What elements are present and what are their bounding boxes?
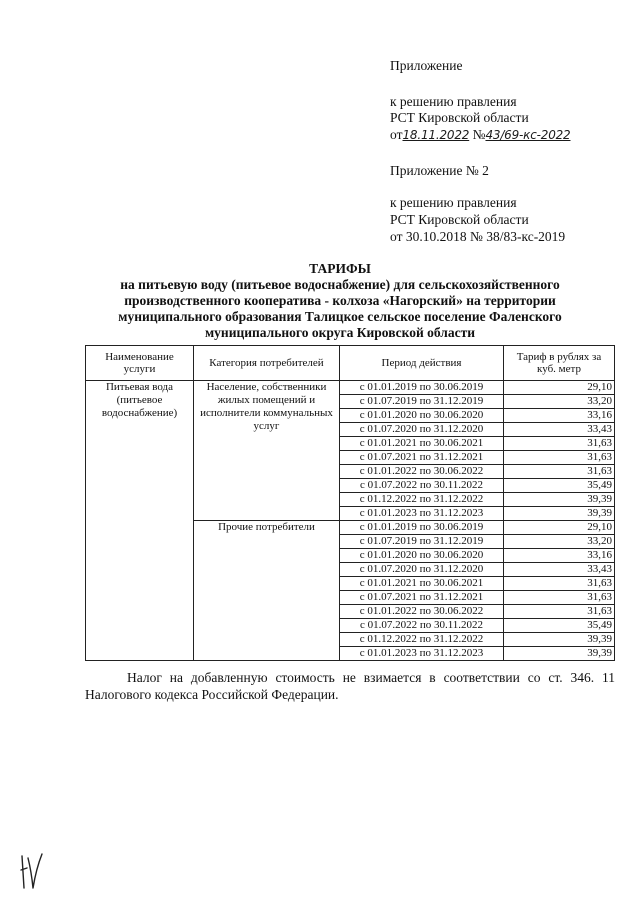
vat-note: Налог на добавленную стоимость не взимается в соответствии со ст. 346. 11 Налогового кодекса Российской Федерации. [85, 670, 615, 702]
period-cell: с 01.07.2019 по 31.12.2019 [340, 395, 504, 409]
header-category: Категория потребителей [194, 346, 340, 381]
tariff-cell: 29,10 [504, 381, 615, 395]
category-cell-other: Прочие потребители [194, 521, 340, 661]
header-period: Период действия [340, 346, 504, 381]
tariff-table [85, 345, 615, 661]
title-line-2: производственного кооператива - колхоза «Нагорский» на территории [124, 293, 556, 308]
tariff-cell: 33,20 [504, 535, 615, 549]
title-line-1: на питьевую воду (питьевое водоснабжение) для сельскохозяйственного [120, 277, 560, 292]
period-cell: с 01.07.2022 по 30.11.2022 [340, 479, 504, 493]
title-line-4: муниципального округа Кировской области [204, 325, 476, 340]
period-cell: с 01.01.2020 по 30.06.2020 [340, 549, 504, 563]
tariff-cell: 33,20 [504, 395, 615, 409]
period-cell: с 01.07.2020 по 31.12.2020 [340, 423, 504, 437]
appendix2-line1: к решению правления [390, 195, 517, 210]
category-cell-population: Население, собственники жилых помещений и исполнители коммунальных услуг [194, 381, 340, 521]
tariff-cell: 33,16 [504, 409, 615, 423]
period-cell: с 01.12.2022 по 31.12.2022 [340, 633, 504, 647]
period-cell: с 01.01.2021 по 30.06.2021 [340, 577, 504, 591]
tariff-cell: 39,39 [504, 647, 615, 661]
appendix2-line3: от 30.10.2018 № 38/83-кс-2019 [390, 229, 566, 244]
tariff-cell: 33,43 [504, 423, 615, 437]
period-cell: с 01.01.2019 по 30.06.2019 [340, 381, 504, 395]
period-cell: с 01.01.2023 по 31.12.2023 [340, 507, 504, 521]
header-service: Наименование услуги [86, 346, 194, 381]
title-line-3: муниципального образования Талицкое сельское поселение Фаленского [118, 309, 562, 324]
header-tariff: Тариф в рублях за куб. метр [504, 346, 615, 381]
appendix1-line1: к решению правления [390, 94, 517, 109]
period-cell: с 01.07.2020 по 31.12.2020 [340, 563, 504, 577]
tariff-cell: 33,43 [504, 563, 615, 577]
table-header-row [86, 346, 615, 381]
table-row [86, 381, 615, 395]
tariff-cell: 39,39 [504, 493, 615, 507]
tariff-cell: 33,16 [504, 549, 615, 563]
service-name-cell: Питьевая вода (питьевое водоснабжение) [86, 381, 194, 661]
tariff-cell: 29,10 [504, 521, 615, 535]
period-cell: с 01.01.2020 по 30.06.2020 [340, 409, 504, 423]
tariff-cell: 35,49 [504, 619, 615, 633]
tariff-cell: 39,39 [504, 633, 615, 647]
appendix1-num-prefix: № [472, 127, 486, 142]
period-cell: с 01.12.2022 по 31.12.2022 [340, 493, 504, 507]
period-cell: с 01.01.2021 по 30.06.2021 [340, 437, 504, 451]
document-heading: ТАРИФЫ [309, 261, 371, 276]
appendix1-line2: РСТ Кировской области [390, 110, 529, 125]
appendix2-line2: РСТ Кировской области [390, 212, 529, 227]
tariff-cell: 39,39 [504, 507, 615, 521]
appendix1-date-handwritten: 18.11.2022 [402, 128, 470, 142]
appendix2-label: Приложение № 2 [390, 163, 489, 178]
appendix1-num-handwritten: 43/69-кс-2022 [485, 128, 571, 142]
period-cell: с 01.07.2021 по 31.12.2021 [340, 451, 504, 465]
appendix1-date-line [390, 127, 571, 143]
signature-mark [18, 850, 44, 892]
period-cell: с 01.07.2022 по 30.11.2022 [340, 619, 504, 633]
tariff-cell: 31,63 [504, 437, 615, 451]
period-cell: с 01.01.2022 по 30.06.2022 [340, 465, 504, 479]
tariff-cell: 31,63 [504, 465, 615, 479]
tariff-cell: 31,63 [504, 451, 615, 465]
period-cell: с 01.01.2022 по 30.06.2022 [340, 605, 504, 619]
period-cell: с 01.07.2019 по 31.12.2019 [340, 535, 504, 549]
appendix1-label: Приложение [390, 58, 463, 73]
period-cell: с 01.01.2023 по 31.12.2023 [340, 647, 504, 661]
period-cell: с 01.01.2019 по 30.06.2019 [340, 521, 504, 535]
tariff-cell: 35,49 [504, 479, 615, 493]
appendix1-date-prefix: от [390, 127, 403, 142]
period-cell: с 01.07.2021 по 31.12.2021 [340, 591, 504, 605]
tariff-cell: 31,63 [504, 605, 615, 619]
tariff-cell: 31,63 [504, 577, 615, 591]
tariff-cell: 31,63 [504, 591, 615, 605]
table-body [86, 381, 615, 661]
